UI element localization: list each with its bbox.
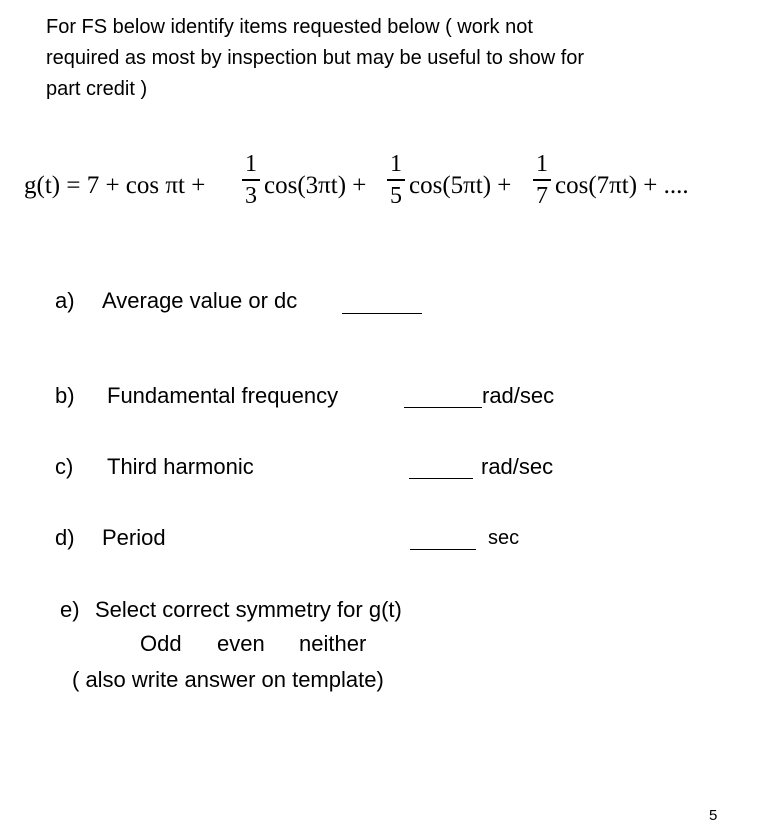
fraction-denominator: 3 [245,182,257,209]
question-b-letter: b) [55,383,75,408]
fraction-denominator: 7 [536,182,548,209]
answer-blank-d[interactable] [410,549,476,550]
fraction-numerator: 1 [245,151,257,177]
question-d-unit: sec [488,527,520,549]
formula-term-cos5: cos(5πt) + [409,172,512,199]
question-b-unit: rad/sec [482,383,555,408]
question-c-unit: rad/sec [481,454,554,479]
fraction-numerator: 1 [390,151,402,177]
fraction-one-seventh [533,152,551,208]
formula-term-cos7: cos(7πt) + .... [555,172,689,199]
fraction-numerator: 1 [536,151,548,177]
question-e-letter: e) [60,597,80,622]
answer-blank-a[interactable] [342,313,422,314]
question-d-letter: d) [55,525,75,550]
answer-blank-b[interactable] [404,407,482,408]
question-a-letter: a) [55,288,75,313]
instructions-line-3: part credit ) [46,78,148,100]
fraction-one-third [242,152,260,208]
formula-lhs: g(t) = 7 + cos πt + [24,172,206,199]
fraction-denominator: 5 [390,182,402,209]
symmetry-option-even[interactable]: even [217,631,265,656]
fraction-bar [387,179,405,181]
formula-term-cos3: cos(3πt) + [264,172,367,199]
question-c-label: Third harmonic [107,454,254,479]
instructions-line-1: For FS below identify items requested below ( work not [46,16,533,38]
page-number: 5 [709,807,718,824]
question-b-label: Fundamental frequency [107,383,339,408]
question-e-label: Select correct symmetry for g(t) [95,597,402,622]
fraction-bar [242,179,260,181]
symmetry-option-neither[interactable]: neither [299,631,367,656]
answer-blank-c[interactable] [409,478,473,479]
symmetry-option-odd[interactable]: Odd [140,631,182,656]
fraction-one-fifth [387,152,405,208]
question-d-label: Period [102,525,166,550]
question-e-note: ( also write answer on template) [72,667,384,692]
instructions [46,12,746,105]
instructions-line-2: required as most by inspection but may be useful to show for [46,47,585,69]
fraction-bar [533,179,551,181]
question-a-label: Average value or dc [102,288,298,313]
question-c-letter: c) [55,454,74,479]
